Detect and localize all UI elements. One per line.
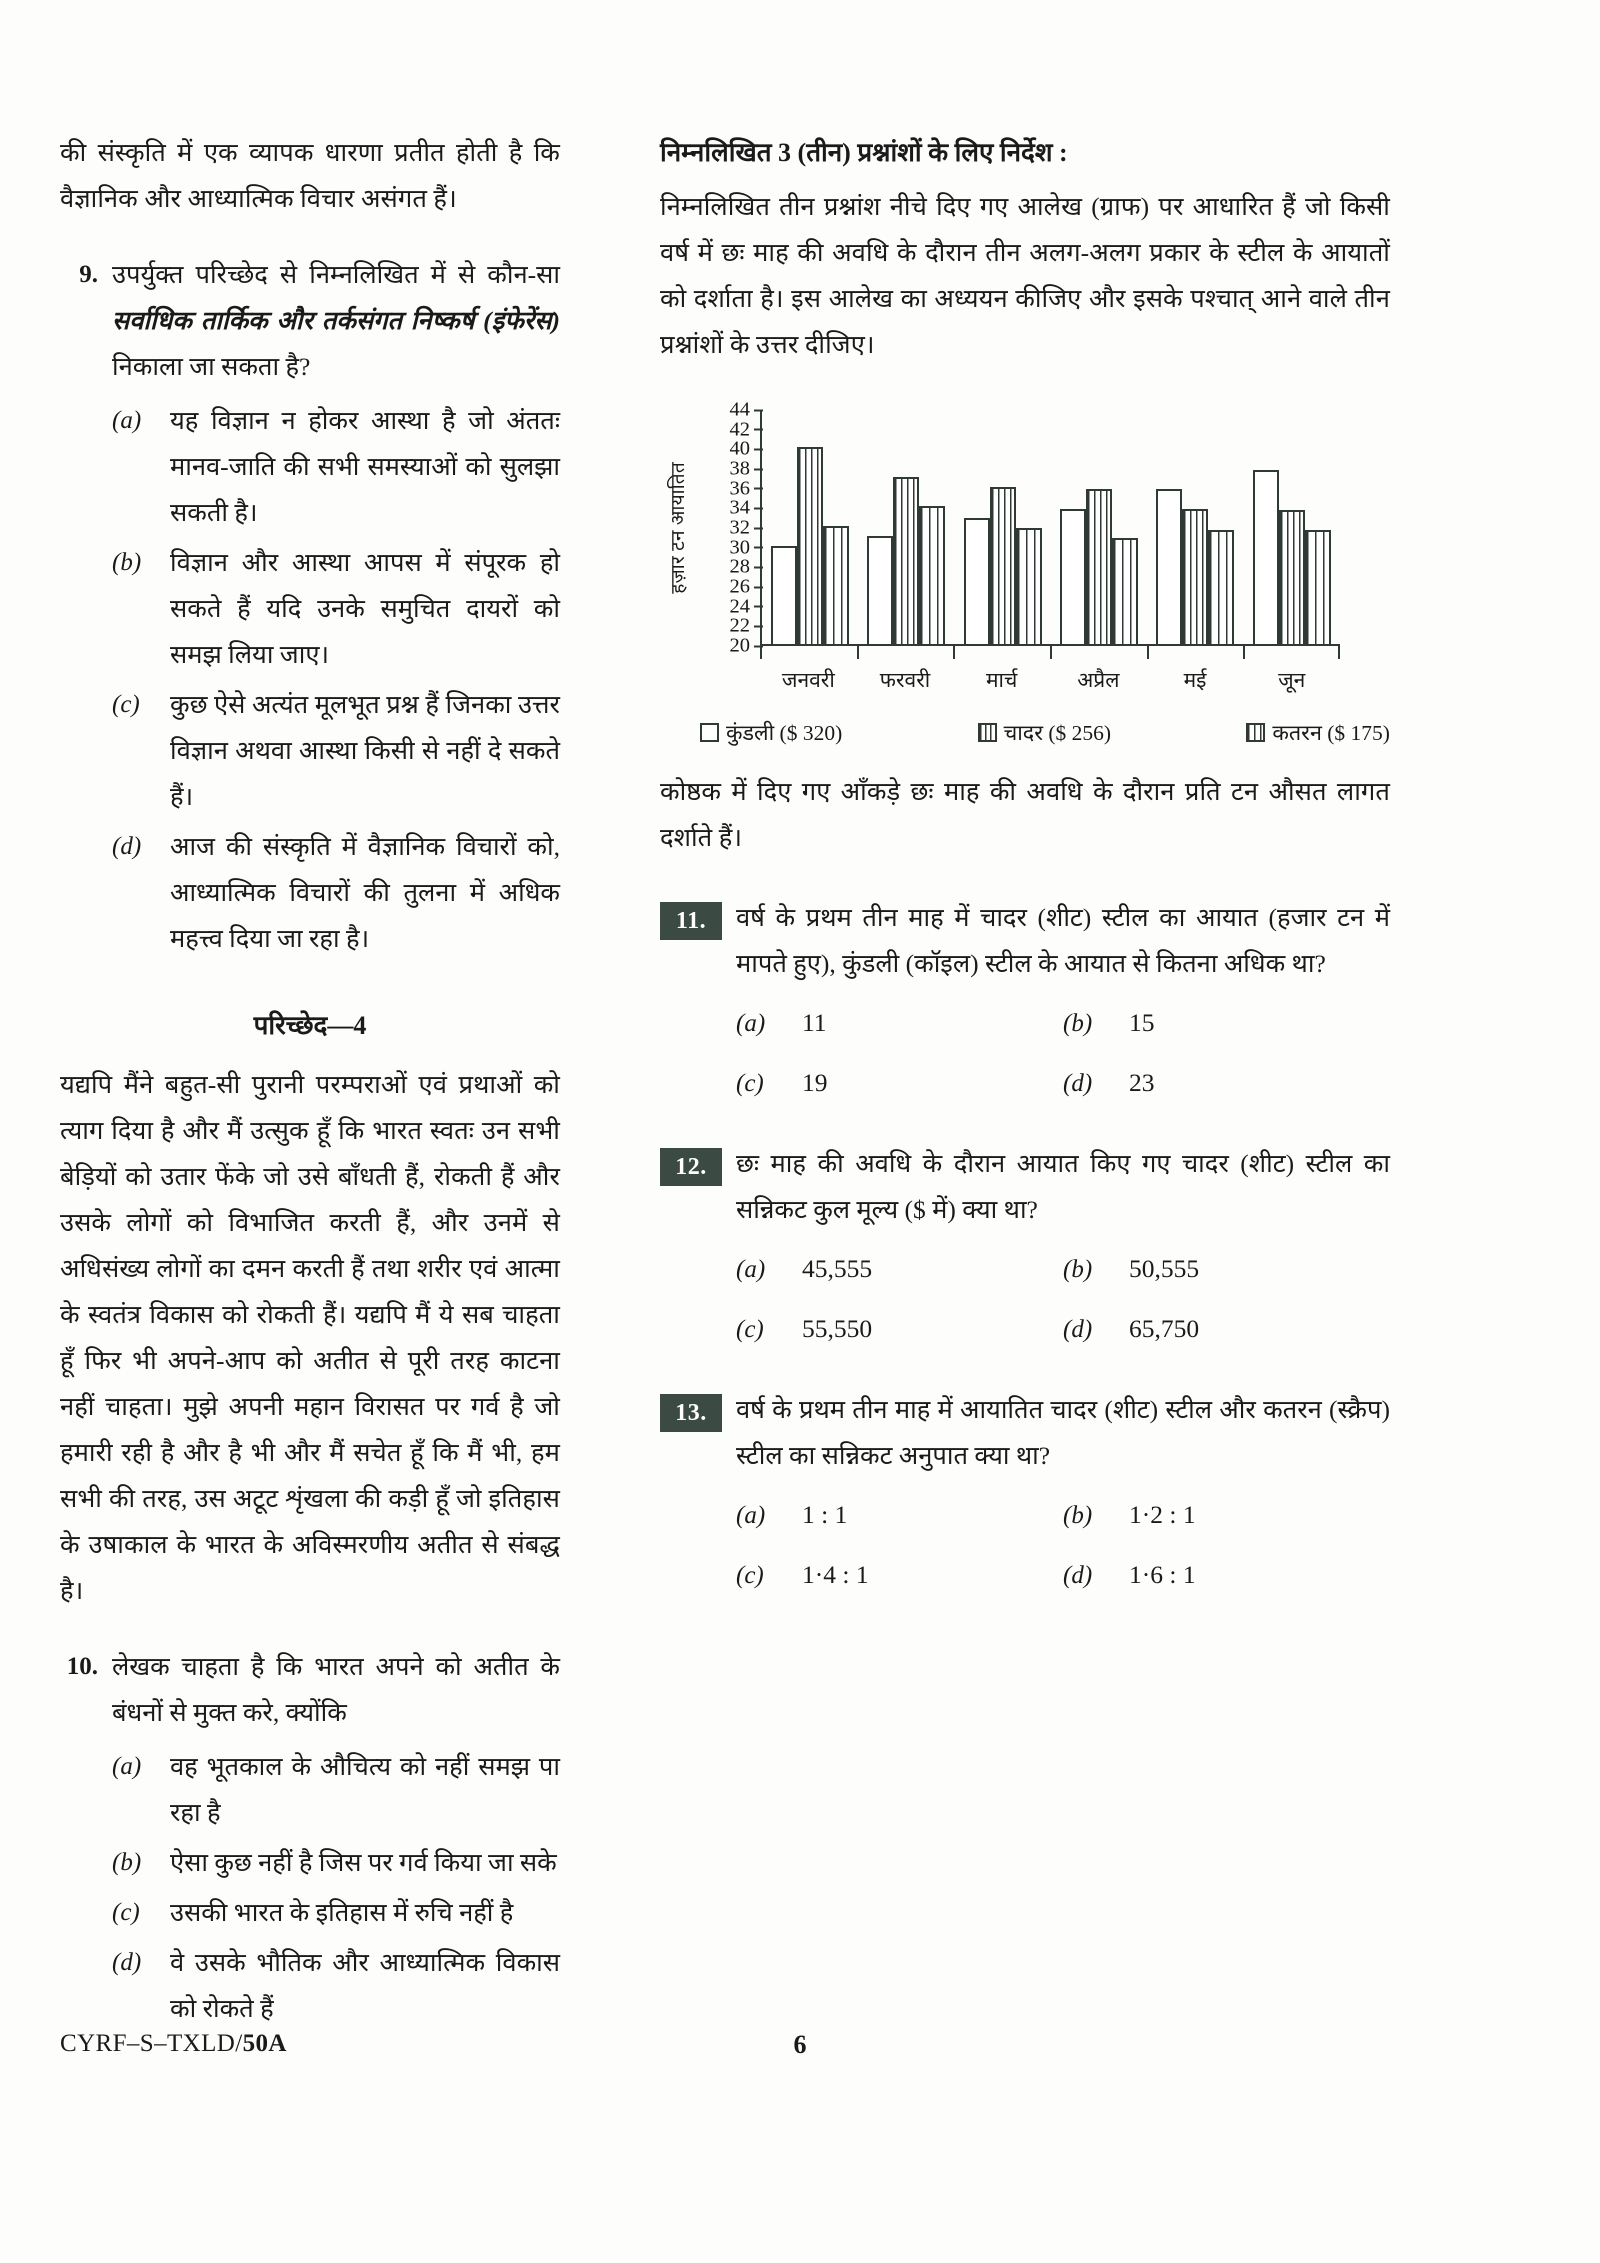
question-12-number-badge: 12. (660, 1148, 722, 1186)
option-label: (a) (112, 1753, 142, 1780)
option-item[interactable] (736, 1247, 1063, 1293)
chart-legend (700, 718, 1390, 747)
option-text: वे उसके भौतिक और आध्यात्मिक विकास को रोकते हैं (170, 1948, 560, 2023)
chart-bar-group (955, 410, 1051, 644)
chart-bar (823, 526, 849, 644)
option-item[interactable] (112, 540, 560, 678)
question-12-options-row-1 (736, 1247, 1390, 1293)
option-label: (a) (112, 407, 142, 434)
chart-bar (919, 506, 945, 644)
chart-bar (1253, 470, 1279, 644)
question-12-stem: छः माह की अवधि के दौरान आयात किए गए चादर (शीट) स्टील का सन्निकट कुल मूल्य ($ में) क्या था? (736, 1149, 1390, 1224)
option-text: कुछ ऐसे अत्यंत मूलभूत प्रश्न हैं जिनका उत्तर विज्ञान अथवा आस्था किसी से नहीं दे सकते हैं। (170, 690, 560, 811)
chart-bar (1156, 489, 1182, 644)
legend-label: कतरन ($ 175) (1272, 721, 1390, 745)
option-item[interactable] (736, 1061, 1063, 1107)
passage-continuation-text: की संस्कृति में एक व्यापक धारणा प्रतीत होती है कि वैज्ञानिक और आध्यात्मिक विचार असंगत हैं। (60, 138, 560, 213)
chart-y-tick-label: 32 (730, 517, 763, 540)
option-text: ऐसा कुछ नहीं है जिस पर गर्व किया जा सके (170, 1848, 557, 1877)
option-item[interactable] (1063, 1493, 1390, 1539)
legend-label: कुंडली ($ 320) (726, 721, 843, 745)
option-value: 1·2 : 1 (1129, 1500, 1196, 1529)
option-item[interactable] (112, 1940, 560, 2032)
question-13-options-row-1 (736, 1493, 1390, 1539)
paper-code-bold: 50A (242, 2030, 287, 2057)
directions-text: निम्नलिखित तीन प्रश्नांश नीचे दिए गए आलेख (ग्राफ) पर आधारित हैं जो किसी वर्ष में छः माह की अवधि के दौरान तीन अलग-अलग प्रकार के स्टील के आयातों को दर्शाता है। इस आलेख का अध्ययन कीजिए और इसके पश्चात् आने वाले तीन प्रश्नांशों के उत्तर दीजिए। (660, 192, 1390, 359)
option-item[interactable] (1063, 1553, 1390, 1599)
chart-bar (797, 447, 823, 644)
question-11-options-row-2 (736, 1061, 1390, 1107)
legend-swatch-icon (700, 723, 719, 742)
question-12-options-row-2 (736, 1307, 1390, 1353)
option-label: (c) (112, 691, 140, 718)
chart-bar-groups (762, 410, 1340, 644)
question-10-options (112, 1744, 560, 2032)
passage-4-text: यद्यपि मैंने बहुत-सी पुरानी परम्पराओं एवं प्रथाओं को त्याग दिया है और मैं उत्सुक हूँ कि भारत स्वतः उन सभी बेड़ियों को उतार फेंके जो उसे बाँधती हैं, रोकती हैं और उसके लोगों को विभाजित करती हैं, और उनमें से अधिसंख्य लोगों का दमन करती हैं तथा शरीर एवं आत्मा के स्वतंत्र विकास को रोकती हैं। यद्यपि मैं ये सब चाहता हूँ फिर भी अपने-आप को अतीत से पूरी तरह काटना नहीं चाहता। मुझे अपनी महान विरासत पर गर्व है जो हमारी रही है और है भी और मैं सचेत हूँ कि मैं भी, हम सभी की तरह, उस अटूट शृंखला की कड़ी हूँ जो इतिहास के उषाकाल के भारत के अविस्मरणीय अतीत से संबद्ध है। (60, 1070, 560, 1605)
chart-bar (867, 536, 893, 644)
left-column (60, 130, 560, 2032)
two-column-layout (60, 130, 1540, 2032)
option-label: (d) (1063, 1316, 1093, 1343)
option-value: 1·4 : 1 (802, 1560, 869, 1589)
question-9-stem-part2: निकाला जा सकता है? (112, 352, 311, 381)
chart-bar (990, 487, 1016, 644)
chart-legend-item (700, 718, 842, 747)
passage-4-heading: परिच्छेद—4 (253, 1011, 367, 1040)
chart-bar (1208, 530, 1234, 644)
chart-x-tick-label: जून (1243, 646, 1340, 694)
option-value: 55,550 (802, 1314, 873, 1343)
option-item[interactable] (112, 1890, 560, 1936)
question-11 (660, 895, 1390, 1107)
paper-code-plain: CYRF–S–TXLD/ (60, 2030, 243, 2057)
option-item[interactable] (112, 398, 560, 536)
option-label: (a) (736, 1256, 766, 1283)
option-label: (c) (736, 1562, 764, 1589)
question-11-number-badge: 11. (660, 902, 722, 940)
option-item[interactable] (736, 1307, 1063, 1353)
option-value: 65,750 (1129, 1314, 1200, 1343)
chart-y-tick-label: 38 (730, 458, 763, 481)
option-label: (b) (1063, 1256, 1093, 1283)
chart-y-tick-label: 34 (730, 497, 763, 520)
option-item[interactable] (1063, 1061, 1390, 1107)
option-label: (c) (736, 1316, 764, 1343)
option-label: (d) (112, 833, 142, 860)
option-label: (a) (736, 1502, 766, 1529)
option-text: यह विज्ञान न होकर आस्था है जो अंततः मानव-जाति की सभी समस्याओं को सुलझा सकती है। (170, 406, 560, 527)
chart-bar (1086, 489, 1112, 644)
chart-y-axis-label: हज़ार टन आयातित (668, 462, 689, 594)
steel-imports-bar-chart (660, 398, 1360, 702)
option-text: विज्ञान और आस्था आपस में संपूरक हो सकते हैं यदि उनके समुचित दायरों को समझ लिया जाए। (170, 548, 560, 669)
option-value: 11 (802, 1008, 827, 1037)
chart-y-tick-label: 44 (730, 399, 763, 422)
option-text: उसकी भारत के इतिहास में रुचि नहीं है (170, 1898, 514, 1927)
chart-y-tick-label: 40 (730, 438, 763, 461)
legend-swatch-icon (978, 723, 997, 742)
option-item[interactable] (1063, 1307, 1390, 1353)
chart-y-tick-label: 24 (730, 595, 763, 618)
option-label: (c) (736, 1070, 764, 1097)
option-item[interactable] (112, 682, 560, 820)
option-label: (c) (112, 1899, 140, 1926)
option-label: (b) (1063, 1010, 1093, 1037)
option-label: (d) (1063, 1562, 1093, 1589)
chart-y-tick-label: 36 (730, 477, 763, 500)
option-label: (d) (1063, 1070, 1093, 1097)
option-item[interactable] (112, 1840, 560, 1886)
question-9-stem-part1: उपर्युक्त परिच्छेद से निम्नलिखित में से कौन-सा (112, 260, 560, 289)
chart-x-tick-label: जनवरी (760, 646, 857, 694)
question-12 (660, 1141, 1390, 1353)
option-label: (b) (112, 1849, 142, 1876)
chart-x-tick-label: फरवरी (857, 646, 954, 694)
chart-plot-area (729, 398, 1340, 657)
question-13-stem: वर्ष के प्रथम तीन माह में आयातित चादर (शीट) स्टील और कतरन (स्क्रैप) स्टील का सन्निकट अनुपात क्या था? (736, 1395, 1390, 1470)
question-10 (60, 1644, 560, 2032)
option-item[interactable] (736, 1553, 1063, 1599)
chart-y-tick-label: 30 (730, 536, 763, 559)
option-text: वह भूतकाल के औचित्य को नहीं समझ पा रहा है (170, 1752, 560, 1827)
chart-bar-group (762, 410, 858, 644)
chart-x-tick-label: अप्रैल (1050, 646, 1147, 694)
option-label: (b) (1063, 1502, 1093, 1529)
option-value: 23 (1129, 1068, 1155, 1097)
question-10-stem: लेखक चाहता है कि भारत अपने को अतीत के बंधनों से मुक्त करे, क्योंकि (112, 1652, 560, 1727)
chart-bar-group (858, 410, 954, 644)
option-item[interactable] (736, 1493, 1063, 1539)
paper-code (60, 2030, 287, 2058)
legend-swatch-icon (1246, 723, 1265, 742)
chart-legend-item (978, 718, 1112, 747)
option-text: आज की संस्कृति में वैज्ञानिक विचारों को, आध्यात्मिक विचारों की तुलना में अधिक महत्त्व दिया जा रहा है। (170, 832, 560, 953)
question-11-options-row-1 (736, 1001, 1390, 1047)
option-value: 45,555 (802, 1254, 873, 1283)
option-value: 15 (1129, 1008, 1155, 1037)
option-item[interactable] (112, 1744, 560, 1836)
question-13-options-row-2 (736, 1553, 1390, 1599)
chart-bar-group (1244, 410, 1340, 644)
option-label: (b) (112, 549, 142, 576)
chart-y-tick-label: 20 (730, 635, 763, 658)
chart-x-tick-label: मार्च (953, 646, 1050, 694)
chart-bar-group (1147, 410, 1243, 644)
chart-x-tick-label: मई (1147, 646, 1244, 694)
question-9-options (112, 398, 560, 962)
option-value: 1 : 1 (802, 1500, 848, 1529)
option-value: 1·6 : 1 (1129, 1560, 1196, 1589)
page-footer (60, 2030, 1540, 2058)
chart-y-tick-label: 22 (730, 615, 763, 638)
chart-bar (771, 546, 797, 644)
chart-y-tick-label: 26 (730, 576, 763, 599)
question-9-stem (112, 252, 560, 390)
chart-y-tick-label: 42 (730, 418, 763, 441)
option-item[interactable] (1063, 1001, 1390, 1047)
option-item[interactable] (1063, 1247, 1390, 1293)
question-9 (60, 252, 560, 962)
option-value: 50,555 (1129, 1254, 1200, 1283)
option-item[interactable] (736, 1001, 1063, 1047)
option-item[interactable] (112, 824, 560, 962)
chart-bar (1112, 538, 1138, 644)
chart-bar (964, 518, 990, 644)
question-9-number: 9. (79, 261, 98, 288)
question-9-stem-italic: सर्वाधिक तार्किक और तर्कसंगत निष्कर्ष (इंफेरेंस) (112, 306, 560, 335)
option-label: (a) (736, 1010, 766, 1037)
chart-legend-item (1246, 718, 1390, 747)
legend-label: चादर ($ 256) (1003, 721, 1112, 745)
right-column (660, 130, 1390, 2032)
chart-x-ticks (760, 646, 1340, 694)
question-11-stem: वर्ष के प्रथम तीन माह में चादर (शीट) स्टील का आयात (हजार टन में मापते हुए), कुंडली (कॉइल) स्टील के आयात से कितना अधिक था? (736, 903, 1390, 978)
chart-bar-group (1051, 410, 1147, 644)
chart-bar (1305, 530, 1331, 644)
chart-note: कोष्ठक में दिए गए आँकड़े छः माह की अवधि के दौरान प्रति टन औसत लागत दर्शाते हैं। (660, 777, 1390, 852)
question-13-number-badge: 13. (660, 1394, 722, 1432)
page-number: 6 (793, 2030, 807, 2059)
chart-bar (893, 477, 919, 644)
option-value: 19 (802, 1068, 828, 1097)
question-13 (660, 1387, 1390, 1599)
chart-y-tick-label: 28 (730, 556, 763, 579)
chart-bar (1182, 509, 1208, 644)
directions-heading: निम्नलिखित 3 (तीन) प्रश्नांशों के लिए निर्देश : (660, 138, 1068, 167)
option-label: (d) (112, 1949, 142, 1976)
chart-bar (1060, 509, 1086, 644)
question-10-number: 10. (66, 1653, 98, 1680)
chart-bar (1279, 510, 1305, 644)
chart-bar (1016, 528, 1042, 644)
